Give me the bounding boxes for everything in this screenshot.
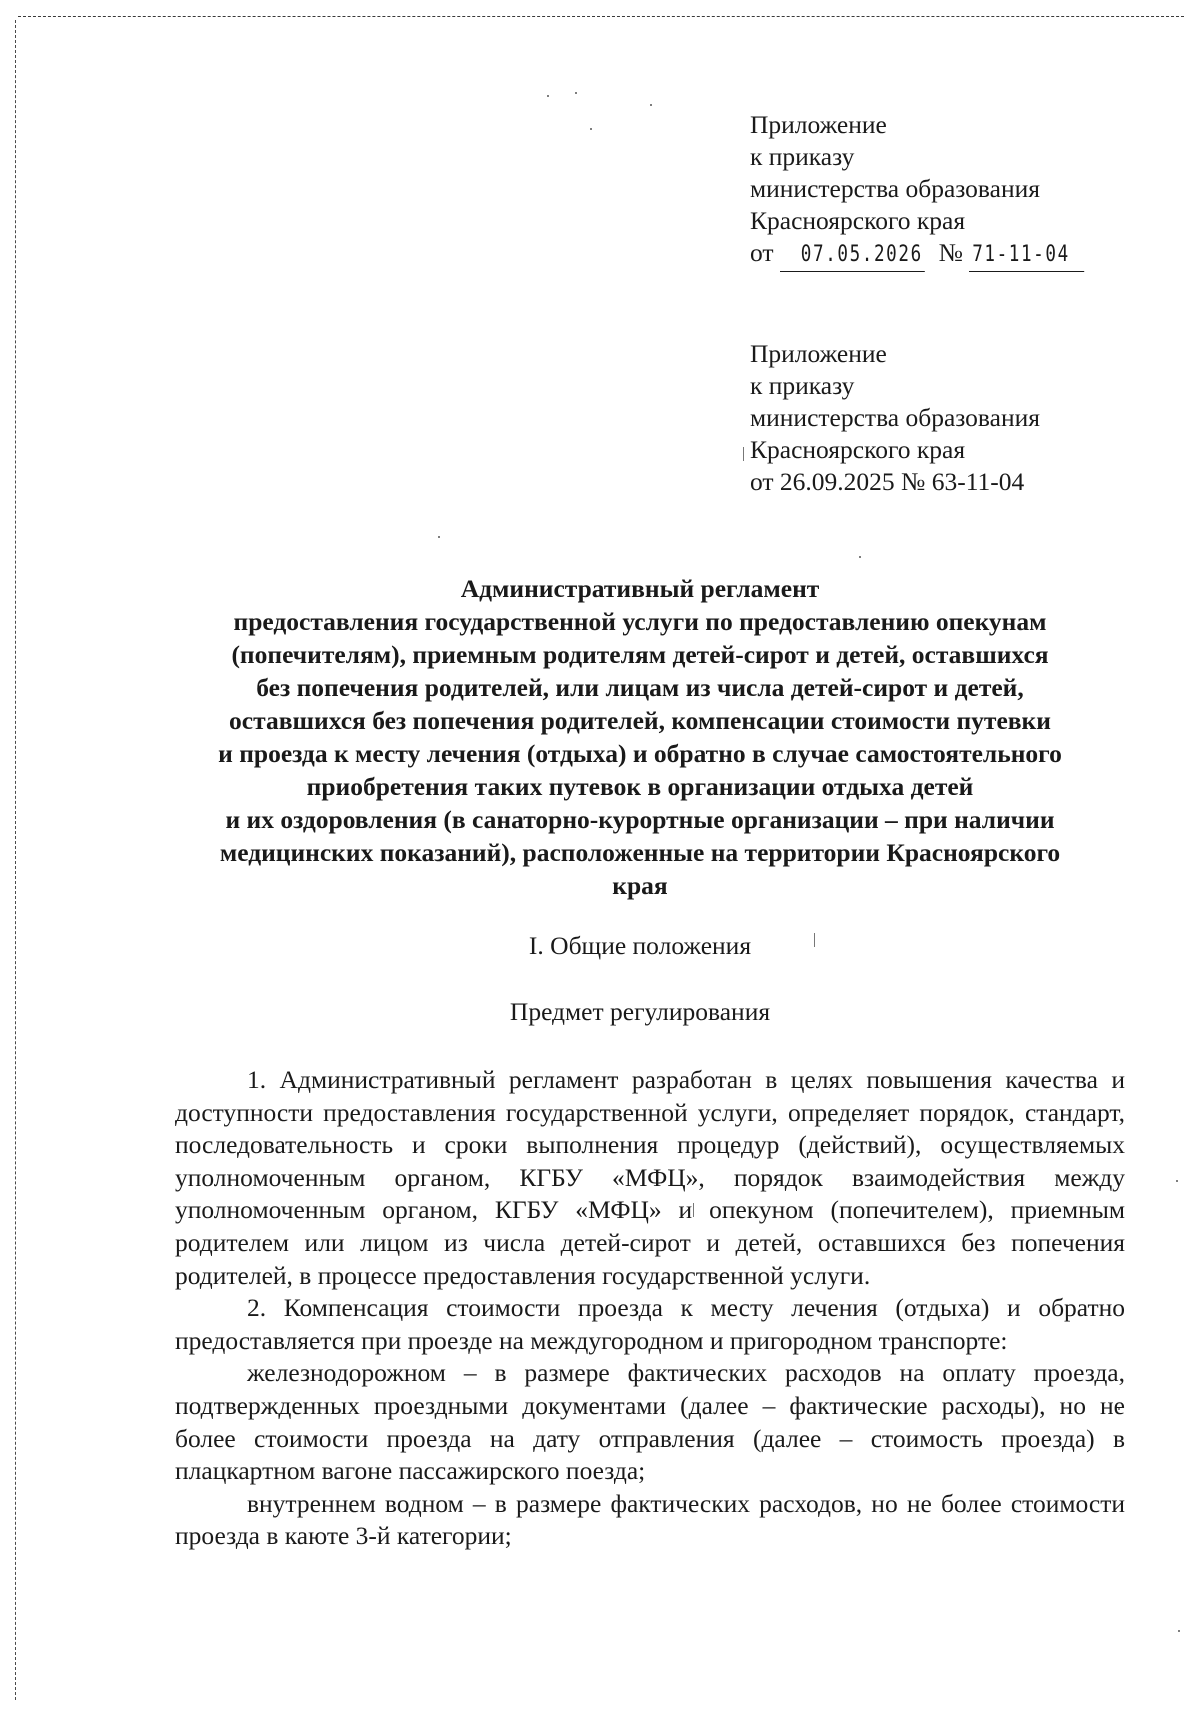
title-line: края — [612, 871, 668, 900]
number-sign: № — [938, 238, 963, 267]
scan-speck — [575, 92, 577, 94]
document-title — [160, 572, 1120, 902]
title-line: предоставления государственной услуги по предоставлению опекунам — [233, 607, 1047, 636]
scan-speck — [438, 536, 440, 538]
scan-speck — [1178, 1630, 1180, 1632]
approval-ministry: министерства образования — [750, 174, 1040, 203]
scan-speck — [859, 556, 861, 558]
scan-speck — [1176, 1180, 1178, 1182]
approval-block-current — [750, 109, 1170, 272]
approval-date-number: от 26.09.2025 № 63-11-04 — [750, 467, 1025, 496]
scan-speck — [547, 95, 549, 97]
title-line: Административный регламент — [460, 574, 820, 603]
title-line: и проезда к месту лечения (отдыха) и обратно в случае самостоятельного — [218, 739, 1062, 768]
date-prefix: от — [750, 238, 774, 267]
scan-mark — [743, 447, 744, 461]
handwritten-date: 07.05.2026 — [780, 239, 925, 272]
approval-order-ref: к приказу — [750, 142, 855, 171]
approval-ministry: министерства образования — [750, 403, 1040, 432]
scan-speck — [650, 104, 652, 106]
approval-label: Приложение — [750, 110, 887, 139]
title-line: (попечителям), приемным родителям детей-сирот и детей, оставшихся — [231, 640, 1049, 669]
subsection-heading: Предмет регулирования — [509, 997, 771, 1026]
approval-label: Приложение — [750, 339, 887, 368]
section-heading: I. Общие положения — [528, 931, 752, 960]
approval-order-ref: к приказу — [750, 371, 855, 400]
scan-speck — [590, 128, 592, 130]
scan-edge-top — [18, 16, 1184, 17]
title-line: оставшихся без попечения родителей, компенсации стоимости путевки — [229, 706, 1051, 735]
paragraph: железнодорожном – в размере фактических расходов на оплату проезда, подтвержденных проездными документами (далее – фактические расходы), но не более стоимости проезда на дату отправления (далее – стоимость проезда) в плацкартном вагоне пассажирского поезда; — [175, 1358, 1125, 1486]
title-line: без попечения родителей, или лицам из числа детей-сирот и детей, — [256, 673, 1024, 702]
paragraph: 1. Административный регламент разработан в целях повышения качества и доступности предоставления государственной услуги, определяет порядок, стандарт, последовательность и сроки выполнения процедур (действий), осуществляемых уполномоченным органом, КГБУ «МФЦ», порядок взаимодействия между уполномоченным органом, КГБУ «МФЦ» и опекуном (попечителем), приемным родителем или лицом из числа детей-сирот и детей, оставшихся без попечения родителей, в процессе предоставления государственной услуги. — [175, 1065, 1125, 1290]
approval-date-line — [750, 237, 1170, 272]
scan-edge-left — [15, 20, 16, 1700]
approval-region: Красноярского края — [750, 435, 966, 464]
title-line: и их оздоровления (в санаторно-курортные организации – при наличии — [225, 805, 1055, 834]
approval-block-original — [750, 338, 1170, 498]
paragraph: внутреннем водном – в размере фактических расходов, но не более стоимости проезда в каюте 3-й категории; — [175, 1488, 1125, 1551]
document-body — [175, 1064, 1125, 1553]
paragraph: 2. Компенсация стоимости проезда к месту лечения (отдыха) и обратно предоставляется при проезде на междугородном и пригородном транспорте: — [175, 1293, 1125, 1355]
handwritten-number: 71-11-04 — [969, 239, 1084, 272]
title-line: приобретения таких путевок в организации отдыха детей — [306, 772, 974, 801]
title-line: медицинских показаний), расположенные на территории Красноярского — [219, 838, 1061, 867]
approval-region: Красноярского края — [750, 206, 966, 235]
